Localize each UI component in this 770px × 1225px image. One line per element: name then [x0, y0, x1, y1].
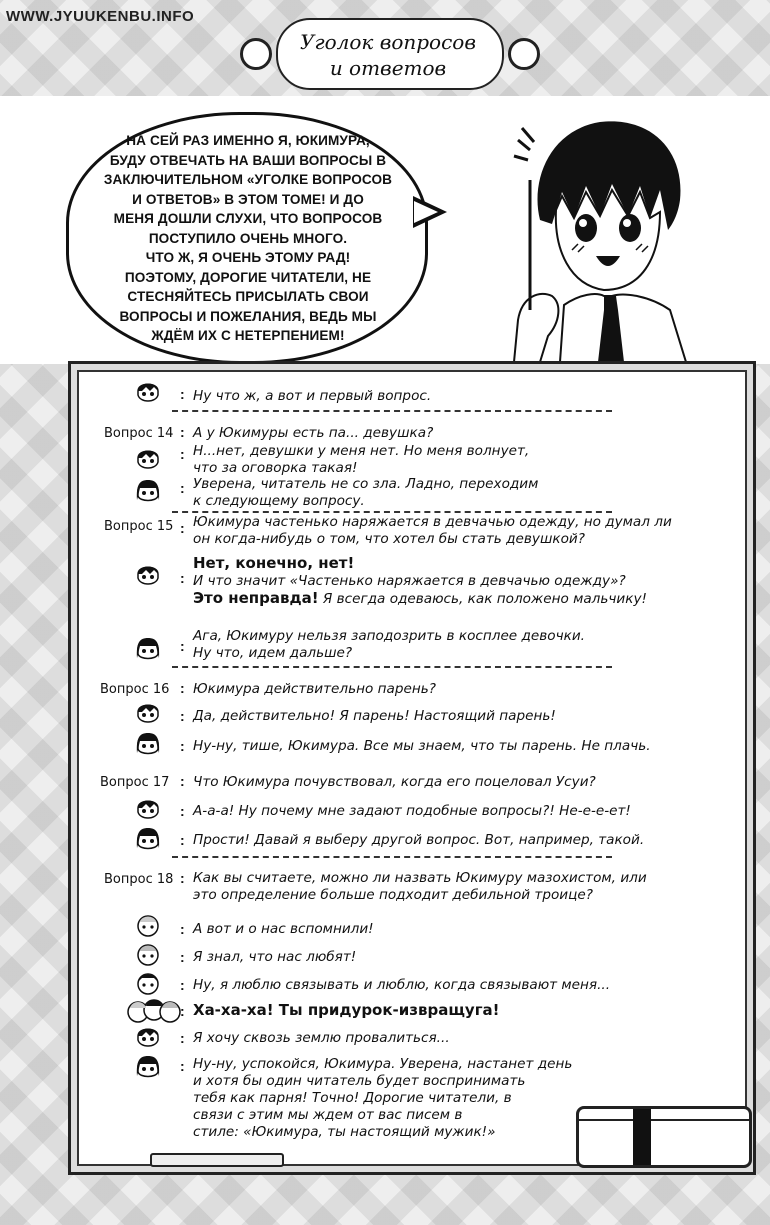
answer-line: Прости! Давай я выберу другой вопрос. Вот, например, такой.	[193, 832, 645, 848]
colon-mark: :	[180, 520, 185, 536]
question-17-text: Что Юкимура почувствовал, когда его поцеловал Усуи?	[193, 774, 596, 790]
answer-line: тебя как парня! Точно! Дорогие читатели, в	[193, 1090, 512, 1106]
site-watermark: WWW.JYUUKENBU.INFO	[6, 8, 195, 25]
colon-mark: :	[180, 570, 185, 586]
answer-line-emphasis: Ха-ха-ха! Ты придурок-извращуга!	[193, 1001, 500, 1019]
answer-emphasis: Это неправда!	[193, 589, 319, 607]
answer-line: связи с этим мы ждем от вас писем в	[193, 1107, 463, 1123]
colon-mark: :	[180, 708, 185, 724]
intro-line: Ну что ж, а вот и первый вопрос.	[193, 388, 432, 404]
bubble-line: ЖДЁМ ИХ С НЕТЕРПЕНИЕМ!	[151, 328, 345, 343]
divider-dashed	[172, 666, 612, 668]
colon-mark: :	[180, 870, 185, 886]
question-label-18: Вопрос 18	[104, 872, 174, 887]
colon-mark: :	[180, 386, 185, 402]
colon-mark: :	[180, 680, 185, 696]
answer-line: Ну, я люблю связывать и люблю, когда связывают меня...	[193, 977, 611, 993]
yukimura-face-icon	[136, 796, 160, 822]
question-16-text: Юкимура действительно парень?	[193, 681, 436, 697]
answer-line: Н...нет, девушки у меня нет. Но меня волнует,	[193, 443, 530, 459]
colon-mark: :	[180, 949, 185, 965]
question-15-text: он когда-нибудь о том, что хотел бы стать девушкой?	[193, 531, 585, 547]
misaki-face-icon	[136, 478, 160, 504]
colon-mark: :	[180, 803, 185, 819]
idiot-trio-face-icon	[136, 912, 160, 938]
bubble-line: МЕНЯ ДОШЛИ СЛУХИ, ЧТО ВОПРОСОВ	[113, 211, 383, 226]
speech-bubble-text	[98, 131, 398, 346]
bubble-line: ВОПРОСЫ И ПОЖЕЛАНИЯ, ВЕДЬ МЫ	[119, 308, 377, 324]
question-label-16: Вопрос 16	[100, 682, 170, 697]
question-18-text: это определение больше подходит дебильной троице?	[193, 887, 593, 903]
divider-dashed	[172, 410, 612, 412]
bubble-line: НА СЕЙ РАЗ ИМЕННО Я, ЮКИМУРА,	[126, 133, 370, 148]
answer-line-emphasis: Нет, конечно, нет!	[193, 554, 355, 572]
eraser-top	[579, 1109, 749, 1121]
misaki-face-icon	[136, 826, 160, 852]
answer-line: И что значит «Частенько наряжается в девчачью одежду»?	[193, 573, 626, 589]
colon-mark: :	[180, 480, 185, 496]
colon-mark: :	[180, 832, 185, 848]
answer-line: А вот и о нас вспомнили!	[193, 921, 374, 937]
answer-line: Ну-ну, успокойся, Юкимура. Уверена, настанет день	[193, 1056, 573, 1072]
colon-mark: :	[180, 424, 185, 440]
section-title	[238, 14, 538, 90]
answer-line: и хотя бы один читатель будет воспринимать	[193, 1073, 526, 1089]
answer-line: Ну-ну, тише, Юкимура. Все мы знаем, что ты парень. Не плачь.	[193, 738, 651, 754]
answer-line: что за оговорка такая!	[193, 460, 358, 476]
bubble-line: БУДУ ОТВЕЧАТЬ НА ВАШИ ВОПРОСЫ В	[109, 152, 387, 168]
yukimura-face-icon	[136, 562, 160, 588]
bubble-line: ЧТО Ж, Я ОЧЕНЬ ЭТОМУ РАД!	[145, 250, 351, 265]
misaki-face-icon	[136, 636, 160, 662]
bubble-line: ПОЭТОМУ, ДОРОГИЕ ЧИТАТЕЛИ, НЕ	[124, 269, 372, 285]
answer-line: к следующему вопросу.	[193, 493, 365, 509]
misaki-face-icon	[136, 731, 160, 757]
question-15-text: Юкимура частенько наряжается в девчачью одежду, но думал ли	[193, 514, 672, 530]
question-label-14: Вопрос 14	[104, 426, 174, 441]
yukimura-pointer-illustration	[500, 100, 710, 362]
idiot-trio-face-icon	[136, 941, 160, 967]
answer-rest: Я всегда одеваюсь, как положено мальчику!	[318, 591, 647, 607]
bubble-line: ЗАКЛЮЧИТЕЛЬНОМ «УГОЛКЕ ВОПРОСОВ	[103, 172, 393, 187]
answer-line	[193, 590, 647, 608]
answer-line: А-а-а! Ну почему мне задают подобные вопросы?! Не-е-е-ет!	[193, 803, 631, 819]
answer-line: Я знал, что нас любят!	[193, 949, 357, 965]
yukimura-face-icon	[136, 700, 160, 726]
colon-mark: :	[180, 977, 185, 993]
answer-line: стиле: «Юкимура, ты настоящий мужик!»	[193, 1124, 496, 1140]
colon-mark: :	[180, 446, 185, 462]
answer-line: Я хочу сквозь землю провалиться...	[193, 1030, 450, 1046]
question-label-15: Вопрос 15	[104, 519, 174, 534]
yukimura-face-icon	[136, 446, 160, 472]
title-line-1: Уголок вопросов	[300, 30, 476, 54]
colon-mark: :	[180, 1003, 185, 1019]
question-14-text: А у Юкимуры есть па... девушка?	[193, 425, 434, 441]
colon-mark: :	[180, 773, 185, 789]
colon-mark: :	[180, 1058, 185, 1074]
colon-mark: :	[180, 738, 185, 754]
bubble-line: СТЕСНЯЙТЕСЬ ПРИСЫЛАТЬ СВОИ	[127, 289, 369, 304]
colon-mark: :	[180, 921, 185, 937]
yukimura-face-icon	[136, 379, 160, 405]
yukimura-face-icon	[136, 1024, 160, 1050]
answer-line: Да, действительно! Я парень! Настоящий парень!	[193, 708, 556, 724]
speech-bubble-tail-inner	[414, 201, 438, 223]
misaki-face-icon	[136, 1054, 160, 1080]
bubble-line: И ОТВЕТОВ» В ЭТОМ ТОМЕ! И ДО	[132, 191, 364, 207]
eraser-band	[633, 1109, 651, 1165]
divider-dashed	[172, 856, 612, 858]
idiot-trio-face-icon	[136, 970, 160, 996]
colon-mark: :	[180, 638, 185, 654]
answer-line: Уверена, читатель не со зла. Ладно, переходим	[193, 476, 539, 492]
colon-mark: :	[180, 1030, 185, 1046]
title-line-2: и ответов	[329, 56, 447, 80]
idiot-trio-group-icon	[126, 996, 182, 1026]
divider-dashed	[172, 511, 612, 513]
board-eraser	[576, 1106, 752, 1168]
answer-line: Ну что, идем дальше?	[193, 645, 353, 661]
bubble-line: ПОСТУПИЛО ОЧЕНЬ МНОГО.	[148, 230, 348, 246]
question-label-17: Вопрос 17	[100, 775, 170, 790]
question-18-text: Как вы считаете, можно ли назвать Юкимуру мазохистом, или	[193, 870, 647, 886]
chalk-stick	[150, 1153, 284, 1167]
answer-line: Ага, Юкимуру нельзя заподозрить в косплее девочки.	[193, 628, 585, 644]
